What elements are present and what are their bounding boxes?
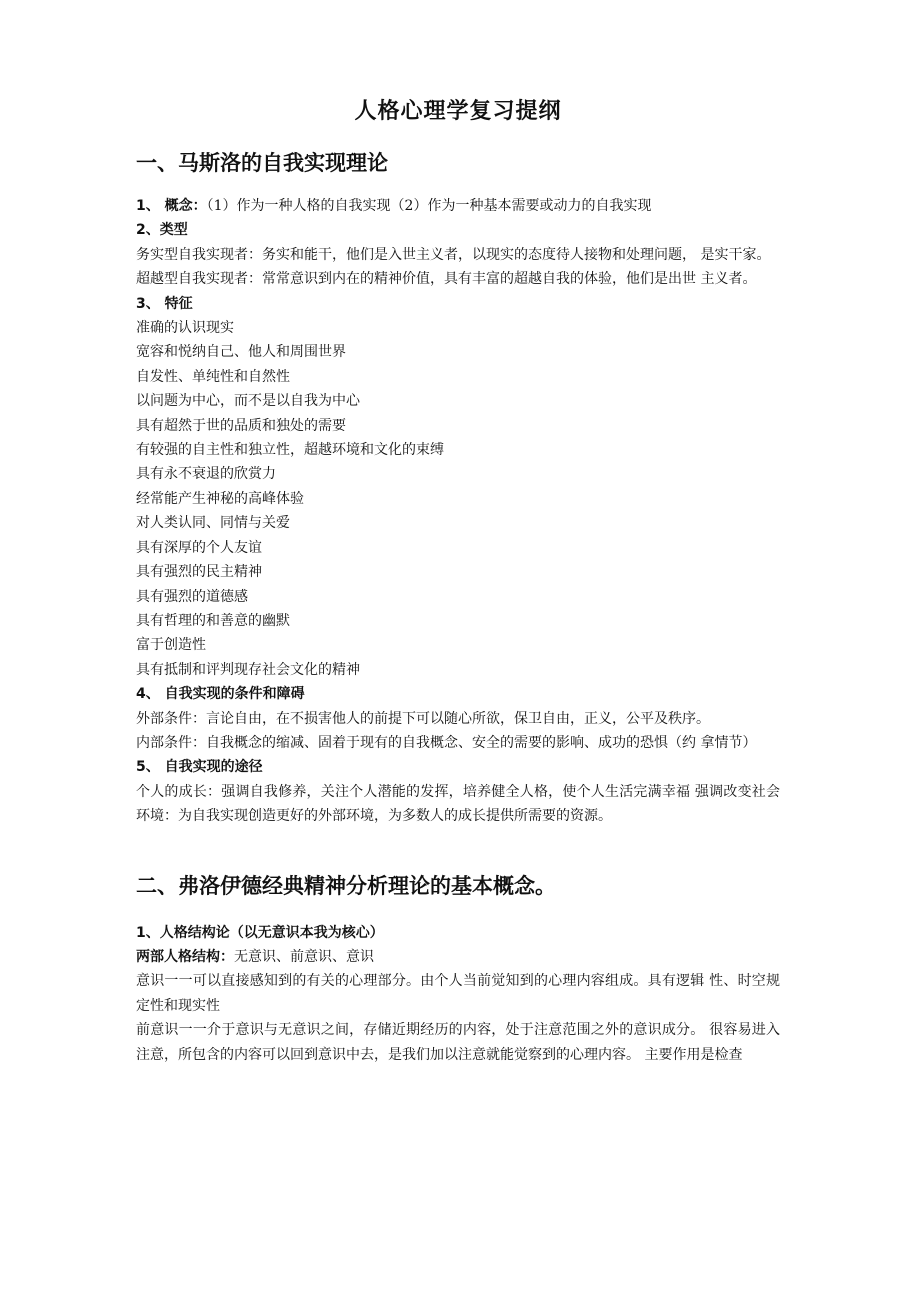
feature-item: 有较强的自主性和独立性，超越环境和文化的束缚 <box>136 442 444 459</box>
feature-item: 具有超然于世的品质和独处的需要 <box>136 417 346 434</box>
two-part-structure-line <box>136 945 780 969</box>
concept-line <box>136 194 780 218</box>
feature-item: 具有深厚的个人友谊 <box>136 539 262 556</box>
document-page <box>136 92 780 1067</box>
features-heading: 3、 特征 <box>136 295 193 312</box>
feature-item: 以问题为中心，而不是以自我为中心 <box>136 393 360 410</box>
condition-paragraph: 内部条件：自我概念的缩减、固着于现有的自我概念、安全的需要的影响、成功的恐惧（约 拿情节） <box>136 734 757 751</box>
feature-item: 具有哲理的和善意的幽默 <box>136 612 290 629</box>
two-part-structure-label: 两部人格结构： <box>136 948 234 965</box>
feature-item: 具有强烈的民主精神 <box>136 564 262 581</box>
concept-text: （1）作为一种人格的自我实现（2）作为一种基本需要或动力的自我实现 <box>206 198 652 214</box>
feature-item: 宽容和悦纳自己、他人和周围世界 <box>136 344 346 361</box>
condition-paragraph: 外部条件：言论自由，在不损害他人的前提下可以随心所欲，保卫自由，正义，公平及秩序。 <box>136 710 710 727</box>
preconscious-paragraph: 前意识一一介于意识与无意识之间，存储近期经历的内容，处于注意范围之外的意识成分。 很容易进入注意，所包含的内容可以回到意识中去，是我们加以注意就能觉察到的心理内容。 主要作用是检查 <box>136 1022 780 1063</box>
consciousness-paragraph: 意识一一可以直接感知到的有关的心理部分。由个人当前觉知到的心理内容组成。具有逻辑 性、时空规定性和现实性 <box>136 973 780 1014</box>
type-paragraph: 务实型自我实现者：务实和能干，他们是入世主义者，以现实的态度待人接物和处理问题， 是实干家。 <box>136 246 771 263</box>
feature-item: 经常能产生神秘的高峰体验 <box>136 490 304 507</box>
paths-heading: 5、 自我实现的途径 <box>136 759 263 776</box>
feature-item: 自发性、单纯性和自然性 <box>136 368 290 385</box>
type-paragraph: 超越型自我实现者：常常意识到内在的精神价值，具有丰富的超越自我的体验，他们是出世 主义者。 <box>136 271 757 288</box>
feature-item: 具有抵制和评判现存社会文化的精神 <box>136 661 360 678</box>
types-heading: 2、类型 <box>136 222 188 239</box>
section-1-heading: 一、马斯洛的自我实现理论 <box>136 151 388 175</box>
section-2-heading: 二、弗洛伊德经典精神分析理论的基本概念。 <box>136 873 556 898</box>
feature-item: 准确的认识现实 <box>136 320 234 337</box>
personality-structure-heading: 1、人格结构论（以无意识本我为核心） <box>136 924 384 941</box>
document-title: 人格心理学复习提纲 <box>354 99 562 124</box>
feature-item: 对人类认同、同情与关爱 <box>136 515 290 532</box>
conditions-heading: 4、 自我实现的条件和障碍 <box>136 686 305 703</box>
path-paragraph: 个人的成长：强调自我修养，关注个人潜能的发挥，培养健全人格，使个人生活完满幸福 强调改变社会环境：为自我实现创造更好的外部环境，为多数人的成长提供所需要的资源。 <box>136 783 780 825</box>
feature-item: 富于创造性 <box>136 637 206 654</box>
concept-label: 1、 概念： <box>136 198 207 214</box>
feature-item: 具有永不衰退的欣赏力 <box>136 466 276 483</box>
feature-item: 具有强烈的道德感 <box>136 588 248 605</box>
two-part-structure-text: 无意识、前意识、意识 <box>234 948 374 965</box>
